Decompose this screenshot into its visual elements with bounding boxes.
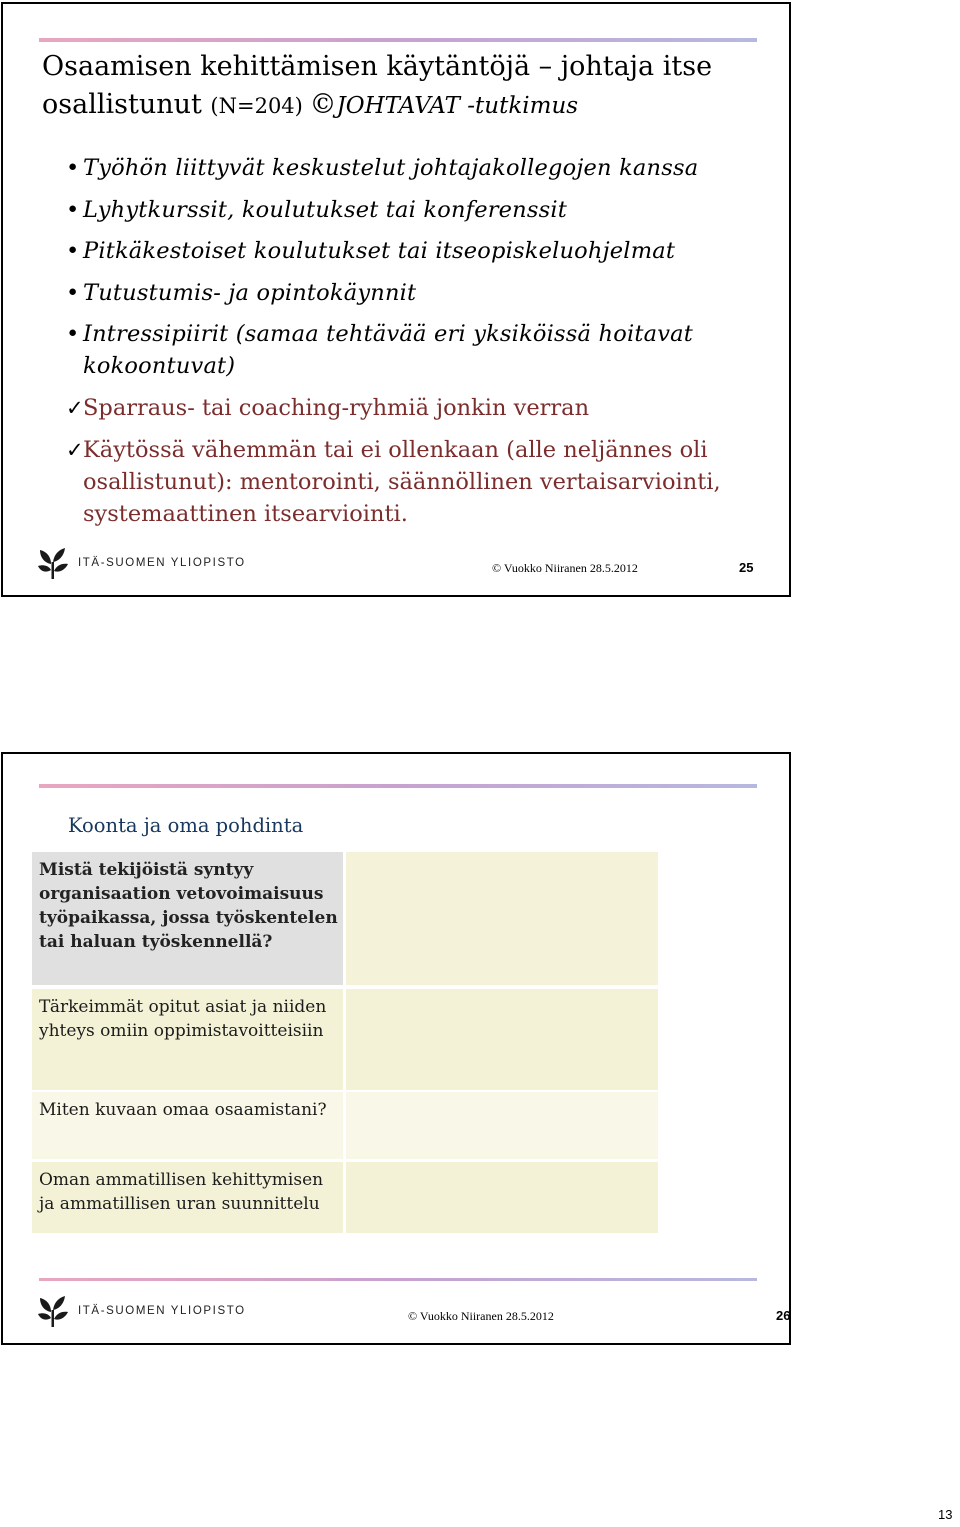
document-page-number: 13 [938, 1507, 953, 1522]
checkmark-icon: ✓ [66, 437, 84, 462]
table-row-label: Oman ammatillisen kehittymisen ja ammatillisen uran suunnittelu [32, 1162, 343, 1233]
title-study-name: JOHTAVAT -tutkimus [336, 93, 579, 119]
checkmark-icon: ✓ [66, 396, 84, 420]
table-row-answer[interactable] [346, 852, 658, 985]
checklist [66, 392, 766, 539]
logo-text: ITÄ-SUOMEN YLIOPISTO [78, 557, 246, 569]
table-row-label: Tärkeimmät opitut asiat ja niiden yhteys omiin oppimistavoitteisiin [32, 989, 343, 1090]
slide-heading: Koonta ja oma pohdinta [68, 814, 304, 837]
list-item: • Pitkäkestoiset koulutukset tai itseopiskeluohjelmat [66, 238, 676, 264]
table-row-label: Miten kuvaan omaa osaamistani? [32, 1092, 343, 1159]
list-item: • Tutustumis- ja opintokäynnit [66, 279, 417, 306]
slide-accent-line [39, 784, 757, 788]
leaf-logo-icon [36, 546, 70, 580]
list-item: • Työhön liittyvät keskustelut johtajakollegojen kanssa [66, 155, 699, 181]
leaf-logo-icon [36, 1294, 70, 1328]
slide-accent-line [39, 38, 757, 42]
slide-title [42, 48, 712, 125]
list-item: • Intressipiirit (samaa tehtävää eri yksiköissä hoitavat kokoontuvat) [66, 321, 693, 379]
check-item: ✓ Käytössä vähemmän tai ei ollenkaan (alle neljännes oli osallistunut): mentorointi, säännöllinen vertaisarviointi, systemaattinen itsearviointi. [66, 434, 766, 530]
title-line-2 [42, 89, 578, 120]
author-credit: © Vuokko Niiranen 28.5.2012 [492, 561, 638, 575]
copyright-symbol: © [309, 89, 337, 120]
title-n-count: (N=204) [210, 94, 310, 118]
title-main-text: osallistunut [42, 89, 211, 120]
practices-list [66, 152, 766, 382]
slide-page-number: 25 [739, 560, 754, 575]
slide-footer-line [39, 1278, 757, 1281]
table-row-answer[interactable] [346, 1162, 658, 1233]
table-row-label: Mistä tekijöistä syntyy organisaation vetovoimaisuus työpaikassa, jossa työskentelen tai haluan työskennellä? [32, 852, 343, 985]
slide-page-number: 26 [776, 1308, 790, 1323]
logo-text: ITÄ-SUOMEN YLIOPISTO [78, 1305, 246, 1317]
check-item: ✓ Sparraus- tai coaching-ryhmiä jonkin verran [66, 392, 766, 424]
author-credit: © Vuokko Niiranen 28.5.2012 [408, 1309, 554, 1323]
list-item: • Lyhytkurssit, koulutukset tai konferenssit [66, 196, 568, 223]
university-logo [36, 1294, 246, 1328]
table-row-answer[interactable] [346, 1092, 658, 1159]
title-line-1: Osaamisen kehittämisen käytäntöjä – johtaja itse [42, 51, 713, 82]
university-logo [36, 546, 246, 580]
table-row-answer[interactable] [346, 989, 658, 1090]
